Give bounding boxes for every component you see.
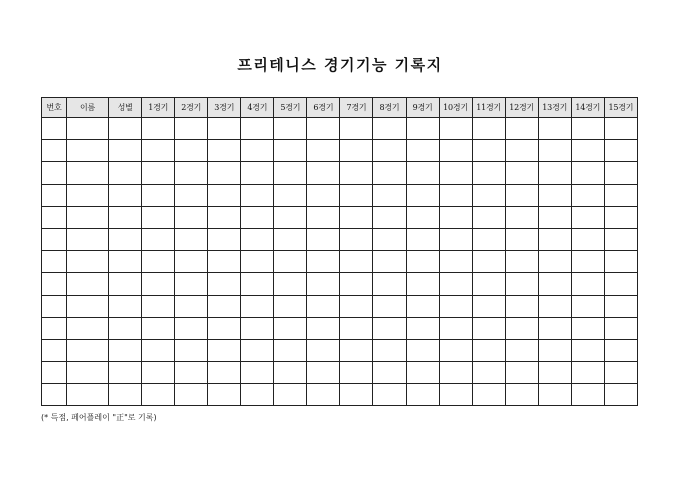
- table-cell: [109, 384, 142, 406]
- table-cell: [142, 339, 175, 361]
- table-cell: [505, 384, 538, 406]
- table-cell: [109, 184, 142, 206]
- table-cell: [208, 295, 241, 317]
- table-cell: [42, 184, 67, 206]
- table-cell: [439, 228, 472, 250]
- table-cell: [340, 228, 373, 250]
- table-cell: [307, 317, 340, 339]
- table-cell: [472, 339, 505, 361]
- table-cell: [505, 251, 538, 273]
- table-cell: [109, 295, 142, 317]
- table-cell: [274, 228, 307, 250]
- table-cell: [406, 140, 439, 162]
- table-cell: [67, 206, 109, 228]
- column-header: 13경기: [538, 98, 571, 118]
- table-cell: [208, 317, 241, 339]
- table-row: [42, 384, 638, 406]
- table-cell: [571, 206, 604, 228]
- table-cell: [571, 162, 604, 184]
- table-cell: [340, 162, 373, 184]
- table-cell: [340, 384, 373, 406]
- column-header: 4경기: [241, 98, 274, 118]
- table-cell: [175, 317, 208, 339]
- table-cell: [571, 295, 604, 317]
- table-cell: [307, 162, 340, 184]
- table-cell: [340, 273, 373, 295]
- column-header: 번호: [42, 98, 67, 118]
- table-cell: [307, 228, 340, 250]
- table-cell: [142, 384, 175, 406]
- table-cell: [42, 295, 67, 317]
- table-cell: [274, 140, 307, 162]
- table-cell: [67, 362, 109, 384]
- table-cell: [67, 339, 109, 361]
- table-cell: [571, 228, 604, 250]
- table-row: [42, 339, 638, 361]
- table-cell: [472, 295, 505, 317]
- table-cell: [241, 140, 274, 162]
- table-cell: [109, 362, 142, 384]
- table-body: [42, 118, 638, 406]
- table-cell: [67, 295, 109, 317]
- table-cell: [67, 184, 109, 206]
- table-cell: [241, 362, 274, 384]
- table-row: [42, 206, 638, 228]
- table-cell: [439, 206, 472, 228]
- table-cell: [175, 295, 208, 317]
- column-header: 6경기: [307, 98, 340, 118]
- table-row: [42, 295, 638, 317]
- table-cell: [439, 251, 472, 273]
- table-cell: [42, 206, 67, 228]
- table-cell: [208, 384, 241, 406]
- footnote: (* 득점, 페어플레이 "正"로 기록): [41, 413, 157, 422]
- table-cell: [439, 140, 472, 162]
- table-cell: [241, 206, 274, 228]
- table-cell: [373, 295, 406, 317]
- table-cell: [307, 295, 340, 317]
- table-cell: [439, 317, 472, 339]
- table-cell: [406, 317, 439, 339]
- table-cell: [472, 273, 505, 295]
- table-cell: [109, 251, 142, 273]
- table-cell: [175, 118, 208, 140]
- table-cell: [571, 339, 604, 361]
- column-header: 2경기: [175, 98, 208, 118]
- table-cell: [340, 206, 373, 228]
- column-header: 14경기: [571, 98, 604, 118]
- table-row: [42, 118, 638, 140]
- table-cell: [505, 140, 538, 162]
- table-cell: [604, 184, 637, 206]
- table-cell: [373, 140, 406, 162]
- table-cell: [307, 184, 340, 206]
- table-cell: [109, 339, 142, 361]
- table-cell: [373, 118, 406, 140]
- table-cell: [571, 362, 604, 384]
- table-cell: [373, 251, 406, 273]
- page-title: 프리테니스 경기기능 기록지: [237, 56, 443, 74]
- table-cell: [274, 206, 307, 228]
- table-cell: [439, 384, 472, 406]
- table-cell: [373, 339, 406, 361]
- table-cell: [538, 162, 571, 184]
- table-cell: [67, 228, 109, 250]
- table-cell: [274, 339, 307, 361]
- table-cell: [406, 184, 439, 206]
- table-cell: [571, 317, 604, 339]
- table-cell: [472, 384, 505, 406]
- table-cell: [472, 184, 505, 206]
- table-cell: [142, 295, 175, 317]
- table-cell: [175, 228, 208, 250]
- column-header: 1경기: [142, 98, 175, 118]
- table-cell: [42, 228, 67, 250]
- table-cell: [67, 317, 109, 339]
- table-cell: [439, 273, 472, 295]
- table-cell: [505, 362, 538, 384]
- table-cell: [208, 206, 241, 228]
- table-cell: [373, 228, 406, 250]
- column-header: 5경기: [274, 98, 307, 118]
- table-cell: [505, 273, 538, 295]
- table-cell: [538, 273, 571, 295]
- table-row: [42, 273, 638, 295]
- table-cell: [241, 228, 274, 250]
- table-row: [42, 251, 638, 273]
- table-cell: [604, 118, 637, 140]
- table-cell: [274, 162, 307, 184]
- table-cell: [142, 118, 175, 140]
- table-cell: [472, 317, 505, 339]
- table-cell: [42, 317, 67, 339]
- table-cell: [175, 184, 208, 206]
- table-cell: [208, 362, 241, 384]
- table-cell: [439, 184, 472, 206]
- table-cell: [505, 295, 538, 317]
- table-cell: [604, 228, 637, 250]
- table-cell: [208, 273, 241, 295]
- score-record-table: [41, 97, 638, 406]
- column-header: 이름: [67, 98, 109, 118]
- table-cell: [307, 339, 340, 361]
- table-cell: [406, 206, 439, 228]
- table-cell: [274, 118, 307, 140]
- table-cell: [340, 251, 373, 273]
- table-cell: [175, 339, 208, 361]
- table-cell: [67, 118, 109, 140]
- table-cell: [373, 206, 406, 228]
- table-cell: [571, 118, 604, 140]
- table-cell: [340, 362, 373, 384]
- table-cell: [373, 384, 406, 406]
- table-cell: [208, 118, 241, 140]
- table-cell: [406, 295, 439, 317]
- table-cell: [439, 162, 472, 184]
- table-cell: [571, 184, 604, 206]
- table-cell: [406, 118, 439, 140]
- table-cell: [109, 273, 142, 295]
- table-cell: [109, 206, 142, 228]
- table-cell: [373, 317, 406, 339]
- table-cell: [67, 140, 109, 162]
- table-cell: [472, 228, 505, 250]
- table-cell: [340, 118, 373, 140]
- table-cell: [406, 251, 439, 273]
- table-cell: [42, 118, 67, 140]
- table-cell: [142, 251, 175, 273]
- table-cell: [571, 251, 604, 273]
- table-cell: [439, 362, 472, 384]
- table-cell: [604, 140, 637, 162]
- table-cell: [42, 362, 67, 384]
- table-cell: [571, 140, 604, 162]
- table-row: [42, 317, 638, 339]
- table-cell: [109, 140, 142, 162]
- column-header: 9경기: [406, 98, 439, 118]
- table-cell: [538, 339, 571, 361]
- table-cell: [42, 273, 67, 295]
- table-cell: [571, 273, 604, 295]
- table-cell: [406, 162, 439, 184]
- table-cell: [142, 228, 175, 250]
- table-cell: [241, 273, 274, 295]
- table-cell: [42, 384, 67, 406]
- table-cell: [175, 273, 208, 295]
- table-cell: [274, 317, 307, 339]
- table-cell: [538, 140, 571, 162]
- table-cell: [538, 118, 571, 140]
- table-cell: [472, 362, 505, 384]
- table-cell: [472, 140, 505, 162]
- table-row: [42, 162, 638, 184]
- table-cell: [42, 339, 67, 361]
- table-cell: [42, 140, 67, 162]
- table-cell: [538, 184, 571, 206]
- table-cell: [340, 140, 373, 162]
- table-cell: [307, 384, 340, 406]
- table-cell: [175, 251, 208, 273]
- table-cell: [604, 317, 637, 339]
- table-cell: [538, 317, 571, 339]
- table-cell: [373, 273, 406, 295]
- table-cell: [439, 295, 472, 317]
- table-cell: [571, 384, 604, 406]
- table-cell: [67, 273, 109, 295]
- table-cell: [505, 162, 538, 184]
- column-header: 7경기: [340, 98, 373, 118]
- table-cell: [340, 339, 373, 361]
- table-cell: [175, 362, 208, 384]
- table-cell: [604, 362, 637, 384]
- table-cell: [340, 184, 373, 206]
- table-cell: [274, 184, 307, 206]
- table-cell: [109, 118, 142, 140]
- table-cell: [67, 162, 109, 184]
- table-cell: [307, 140, 340, 162]
- table-cell: [274, 384, 307, 406]
- table-cell: [109, 228, 142, 250]
- table-cell: [439, 339, 472, 361]
- table-cell: [472, 118, 505, 140]
- table-row: [42, 140, 638, 162]
- table-cell: [241, 162, 274, 184]
- table-cell: [604, 251, 637, 273]
- table-cell: [241, 339, 274, 361]
- table-cell: [373, 362, 406, 384]
- table-cell: [439, 118, 472, 140]
- table-cell: [175, 384, 208, 406]
- table-cell: [175, 206, 208, 228]
- table-cell: [373, 162, 406, 184]
- table-cell: [472, 206, 505, 228]
- table-cell: [142, 273, 175, 295]
- table-cell: [406, 228, 439, 250]
- table-cell: [307, 118, 340, 140]
- table-cell: [340, 295, 373, 317]
- table-cell: [175, 162, 208, 184]
- table-cell: [406, 384, 439, 406]
- table-cell: [505, 317, 538, 339]
- column-header: 3경기: [208, 98, 241, 118]
- table-cell: [42, 162, 67, 184]
- table-cell: [307, 362, 340, 384]
- table-cell: [67, 384, 109, 406]
- table-cell: [538, 251, 571, 273]
- table-cell: [208, 162, 241, 184]
- table-cell: [604, 162, 637, 184]
- table-row: [42, 184, 638, 206]
- table-cell: [42, 251, 67, 273]
- table-cell: [274, 251, 307, 273]
- table-cell: [67, 251, 109, 273]
- table-cell: [472, 251, 505, 273]
- table-cell: [142, 184, 175, 206]
- table-cell: [538, 228, 571, 250]
- table-cell: [472, 162, 505, 184]
- table-cell: [538, 362, 571, 384]
- table-cell: [505, 339, 538, 361]
- column-header: 11경기: [472, 98, 505, 118]
- table-cell: [340, 317, 373, 339]
- table-cell: [538, 206, 571, 228]
- table-cell: [208, 228, 241, 250]
- column-header: 성별: [109, 98, 142, 118]
- table-cell: [208, 339, 241, 361]
- table-cell: [604, 339, 637, 361]
- table-cell: [241, 317, 274, 339]
- table-cell: [241, 295, 274, 317]
- table-cell: [307, 273, 340, 295]
- table-cell: [142, 162, 175, 184]
- table-cell: [241, 251, 274, 273]
- table-cell: [241, 384, 274, 406]
- column-header: 15경기: [604, 98, 637, 118]
- table-cell: [142, 140, 175, 162]
- table-cell: [241, 118, 274, 140]
- table-cell: [142, 206, 175, 228]
- column-header: 8경기: [373, 98, 406, 118]
- table-cell: [142, 317, 175, 339]
- table-cell: [538, 295, 571, 317]
- column-header: 10경기: [439, 98, 472, 118]
- table-cell: [505, 206, 538, 228]
- table-cell: [307, 251, 340, 273]
- table-cell: [274, 362, 307, 384]
- table-row: [42, 228, 638, 250]
- table-cell: [373, 184, 406, 206]
- table-cell: [604, 273, 637, 295]
- table-cell: [604, 384, 637, 406]
- table-cell: [208, 184, 241, 206]
- column-header: 12경기: [505, 98, 538, 118]
- table-cell: [406, 339, 439, 361]
- table-cell: [208, 140, 241, 162]
- table-row: [42, 362, 638, 384]
- table-cell: [538, 384, 571, 406]
- table-cell: [505, 184, 538, 206]
- table-cell: [406, 273, 439, 295]
- table-cell: [406, 362, 439, 384]
- table-cell: [241, 184, 274, 206]
- table-cell: [274, 273, 307, 295]
- table-cell: [307, 206, 340, 228]
- table-cell: [142, 362, 175, 384]
- table-cell: [505, 118, 538, 140]
- table-cell: [208, 251, 241, 273]
- table-cell: [274, 295, 307, 317]
- table-cell: [505, 228, 538, 250]
- table-cell: [175, 140, 208, 162]
- table-cell: [109, 162, 142, 184]
- table-cell: [604, 206, 637, 228]
- table-cell: [109, 317, 142, 339]
- table-cell: [604, 295, 637, 317]
- table-header-row: [42, 98, 638, 118]
